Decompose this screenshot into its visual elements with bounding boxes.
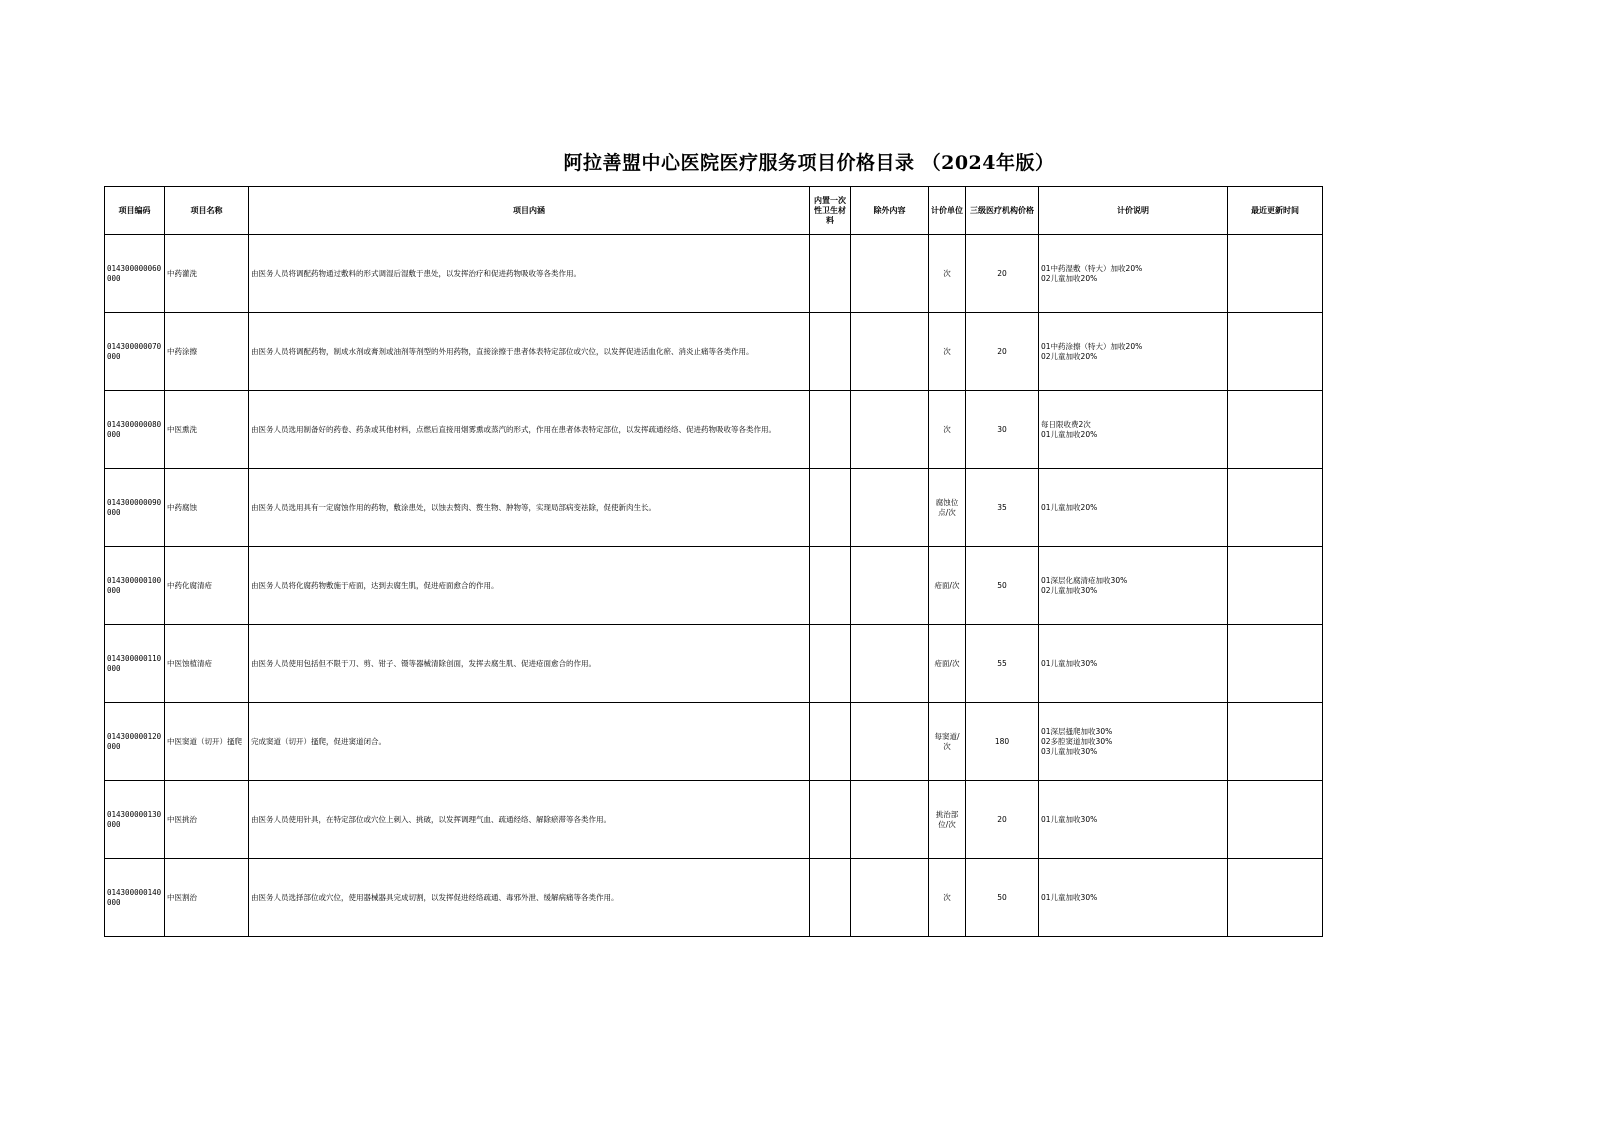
note-line: 每日限收费2次 bbox=[1041, 419, 1091, 429]
cell-code: 014300000110000 bbox=[105, 625, 165, 703]
cell-excluded bbox=[851, 703, 929, 781]
table-row bbox=[105, 313, 1323, 391]
cell-excluded bbox=[851, 547, 929, 625]
cell-price: 180 bbox=[966, 703, 1039, 781]
cell-price: 55 bbox=[966, 625, 1039, 703]
note-line: 02儿童加收20% bbox=[1041, 351, 1098, 361]
table-row bbox=[105, 469, 1323, 547]
price-table bbox=[104, 186, 1323, 937]
cell-content: 由医务人员将调配药物，制成水剂或膏剂或油剂等剂型的外用药物，直接涂擦于患者体表特定部位或穴位，以发挥促进活血化瘀、消炎止痛等各类作用。 bbox=[249, 313, 810, 391]
cell-price: 20 bbox=[966, 235, 1039, 313]
cell-excluded bbox=[851, 781, 929, 859]
cell-notes bbox=[1039, 703, 1228, 781]
cell-consumables bbox=[810, 625, 851, 703]
note-line: 01儿童加收20% bbox=[1041, 502, 1098, 512]
cell-content: 由医务人员选用具有一定腐蚀作用的药物，敷涂患处，以蚀去赘肉、赘生物、肿物等，实现局部病变祛除，促使新肉生长。 bbox=[249, 469, 810, 547]
table-row bbox=[105, 859, 1323, 937]
note-line: 01深层化腐清疮加收30% bbox=[1041, 575, 1128, 585]
cell-content: 由医务人员将化腐药物敷施于疮面，达到去腐生肌，促进疮面愈合的作用。 bbox=[249, 547, 810, 625]
cell-content: 由医务人员使用包括但不限于刀、剪、钳子、镊等器械清除创面，发挥去腐生肌、促进疮面愈合的作用。 bbox=[249, 625, 810, 703]
cell-consumables bbox=[810, 703, 851, 781]
cell-unit: 腐蚀位点/次 bbox=[929, 469, 966, 547]
cell-content: 由医务人员选用制备好的药卷、药条或其他材料，点燃后直接用烟雾熏或蒸汽的形式，作用在患者体表特定部位，以发挥疏通经络、促进药物吸收等各类作用。 bbox=[249, 391, 810, 469]
cell-excluded bbox=[851, 469, 929, 547]
cell-price: 35 bbox=[966, 469, 1039, 547]
cell-name: 中医窦道（切开）搔爬 bbox=[165, 703, 249, 781]
header-content: 项目内涵 bbox=[249, 187, 810, 235]
table-row bbox=[105, 703, 1323, 781]
cell-excluded bbox=[851, 625, 929, 703]
cell-code: 014300000140000 bbox=[105, 859, 165, 937]
cell-updated bbox=[1228, 703, 1323, 781]
cell-unit: 次 bbox=[929, 313, 966, 391]
cell-notes bbox=[1039, 235, 1228, 313]
note-line: 03儿童加收30% bbox=[1041, 746, 1098, 756]
table-row bbox=[105, 391, 1323, 469]
header-updated: 最近更新时间 bbox=[1228, 187, 1323, 235]
note-line: 01中药湿敷（特大）加收20% bbox=[1041, 263, 1143, 273]
cell-content: 由医务人员选择部位或穴位，使用器械器具完成切割，以发挥促进经络疏通、毒邪外泄、缓解病痛等各类作用。 bbox=[249, 859, 810, 937]
cell-updated bbox=[1228, 547, 1323, 625]
header-row bbox=[105, 187, 1323, 235]
cell-code: 014300000060000 bbox=[105, 235, 165, 313]
cell-unit: 次 bbox=[929, 235, 966, 313]
cell-updated bbox=[1228, 469, 1323, 547]
cell-price: 30 bbox=[966, 391, 1039, 469]
cell-updated bbox=[1228, 781, 1323, 859]
cell-name: 中医割治 bbox=[165, 859, 249, 937]
cell-code: 014300000080000 bbox=[105, 391, 165, 469]
note-line: 01儿童加收30% bbox=[1041, 658, 1098, 668]
cell-price: 50 bbox=[966, 859, 1039, 937]
cell-consumables bbox=[810, 391, 851, 469]
cell-code: 014300000070000 bbox=[105, 313, 165, 391]
note-line: 02儿童加收30% bbox=[1041, 585, 1098, 595]
note-line: 01中药涂擦（特大）加收20% bbox=[1041, 341, 1143, 351]
header-price: 三级医疗机构价格 bbox=[966, 187, 1039, 235]
cell-name: 中药化腐清疮 bbox=[165, 547, 249, 625]
cell-notes bbox=[1039, 859, 1228, 937]
note-line: 01儿童加收20% bbox=[1041, 429, 1098, 439]
cell-updated bbox=[1228, 391, 1323, 469]
table-row bbox=[105, 781, 1323, 859]
cell-notes bbox=[1039, 313, 1228, 391]
cell-consumables bbox=[810, 235, 851, 313]
cell-unit: 疮面/次 bbox=[929, 625, 966, 703]
cell-consumables bbox=[810, 469, 851, 547]
cell-code: 014300000090000 bbox=[105, 469, 165, 547]
header-notes: 计价说明 bbox=[1039, 187, 1228, 235]
cell-content: 由医务人员使用针具，在特定部位或穴位上刺入、挑破，以发挥调理气血、疏通经络、解除瘀滞等各类作用。 bbox=[249, 781, 810, 859]
cell-excluded bbox=[851, 391, 929, 469]
cell-notes bbox=[1039, 547, 1228, 625]
cell-updated bbox=[1228, 235, 1323, 313]
note-line: 01深层搔爬加收30% bbox=[1041, 726, 1113, 736]
cell-consumables bbox=[810, 547, 851, 625]
cell-content: 完成窦道（切开）搔爬，促进窦道闭合。 bbox=[249, 703, 810, 781]
cell-price: 20 bbox=[966, 781, 1039, 859]
note-line: 02多腔窦道加收30% bbox=[1041, 736, 1113, 746]
table-row bbox=[105, 625, 1323, 703]
note-line: 01儿童加收30% bbox=[1041, 892, 1098, 902]
cell-excluded bbox=[851, 859, 929, 937]
cell-notes bbox=[1039, 469, 1228, 547]
cell-name: 中药涂擦 bbox=[165, 313, 249, 391]
header-code: 项目编码 bbox=[105, 187, 165, 235]
cell-code: 014300000120000 bbox=[105, 703, 165, 781]
header-consumables: 内置一次性卫生材料 bbox=[810, 187, 851, 235]
cell-excluded bbox=[851, 313, 929, 391]
cell-consumables bbox=[810, 781, 851, 859]
note-line: 01儿童加收30% bbox=[1041, 814, 1098, 824]
cell-excluded bbox=[851, 235, 929, 313]
cell-name: 中医熏洗 bbox=[165, 391, 249, 469]
cell-price: 20 bbox=[966, 313, 1039, 391]
header-name: 项目名称 bbox=[165, 187, 249, 235]
cell-price: 50 bbox=[966, 547, 1039, 625]
page-title: 阿拉善盟中心医院医疗服务项目价格目录 （2024年版） bbox=[563, 152, 1055, 174]
cell-updated bbox=[1228, 313, 1323, 391]
cell-updated bbox=[1228, 859, 1323, 937]
cell-unit: 次 bbox=[929, 859, 966, 937]
cell-updated bbox=[1228, 625, 1323, 703]
cell-notes bbox=[1039, 625, 1228, 703]
cell-name: 中医挑治 bbox=[165, 781, 249, 859]
cell-name: 中药灌洗 bbox=[165, 235, 249, 313]
cell-code: 014300000130000 bbox=[105, 781, 165, 859]
cell-notes bbox=[1039, 781, 1228, 859]
header-unit: 计价单位 bbox=[929, 187, 966, 235]
header-excluded: 除外内容 bbox=[851, 187, 929, 235]
cell-unit: 疮面/次 bbox=[929, 547, 966, 625]
cell-name: 中药腐蚀 bbox=[165, 469, 249, 547]
cell-code: 014300000100000 bbox=[105, 547, 165, 625]
cell-unit: 次 bbox=[929, 391, 966, 469]
cell-consumables bbox=[810, 859, 851, 937]
cell-content: 由医务人员将调配药物通过敷料的形式调湿后湿敷于患处，以发挥治疗和促进药物吸收等各类作用。 bbox=[249, 235, 810, 313]
cell-unit: 每窦道/次 bbox=[929, 703, 966, 781]
cell-unit: 挑治部位/次 bbox=[929, 781, 966, 859]
table-row bbox=[105, 547, 1323, 625]
cell-notes bbox=[1039, 391, 1228, 469]
cell-name: 中医蚀植清疮 bbox=[165, 625, 249, 703]
table-row bbox=[105, 235, 1323, 313]
note-line: 02儿童加收20% bbox=[1041, 273, 1098, 283]
cell-consumables bbox=[810, 313, 851, 391]
